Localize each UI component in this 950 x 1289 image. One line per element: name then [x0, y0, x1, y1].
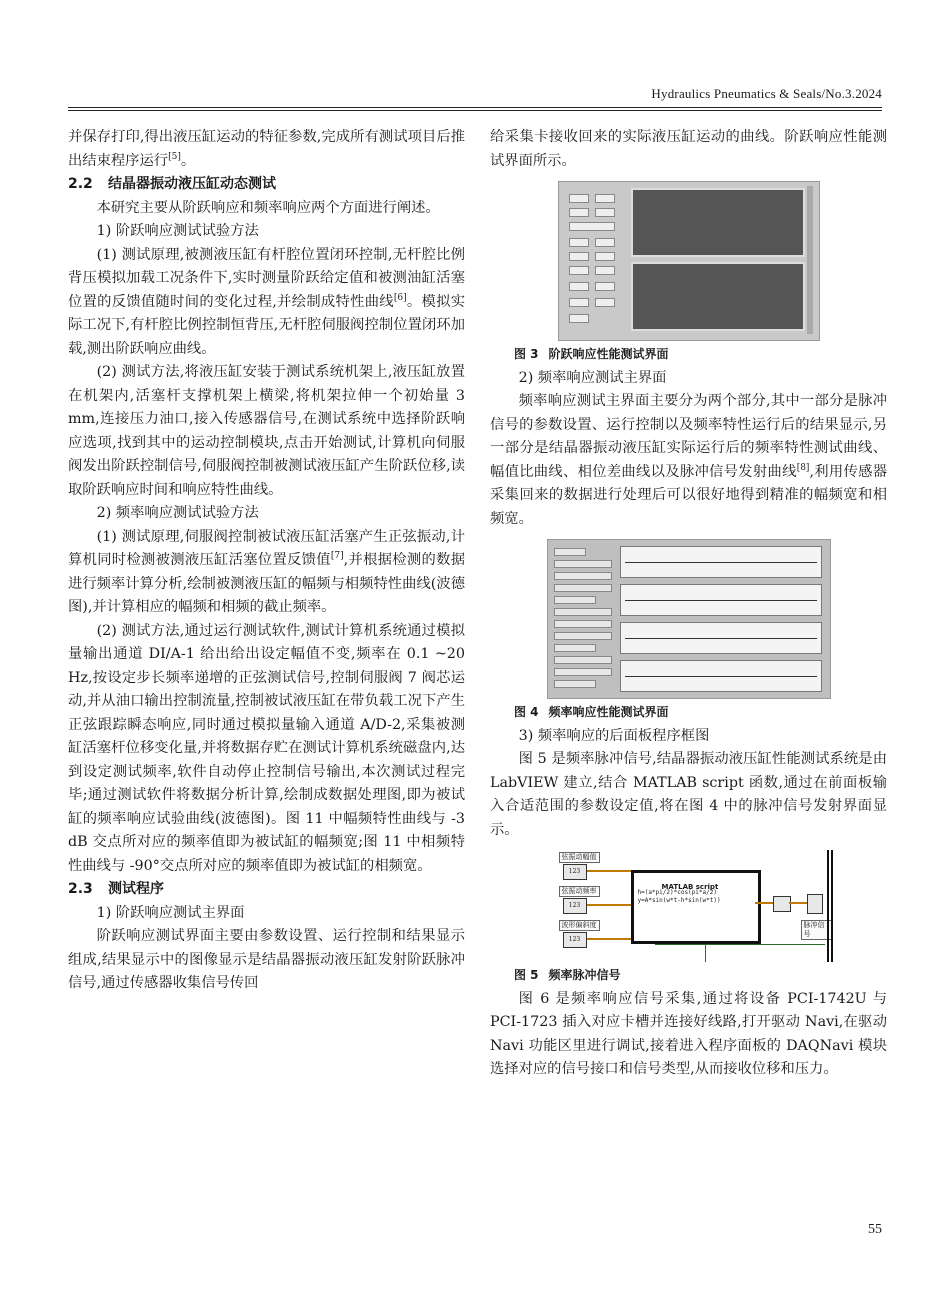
phase-difference-graph [620, 622, 822, 654]
paragraph: 图 6 是频率响应信号采集,通过将设备 PCI-1742U 与 PCI-1723 插入对应卡槽并连接好线路,打开驱动 Navi,在驱动 Navi 功能区里进行调试,接着进入程序面板的 DAQNavi 模块选择对应的信号接口和信号类型,从而接收位移和压力。 [490, 990, 887, 1077]
paragraph: (2) 测试方法,通过运行测试软件,测试计算机系统通过模拟量输出通道 DI/A-1 给出给出设定幅值不变,频率在 0.1 ~20 Hz,按设定步长频率递增的正弦测试信号,控制伺服阀 7 阀芯运动,并从油口输出控制流量,控制被试液压缸在带负载工况下产生正弦跟踪瞬态响应,同时通过模拟量输入通道 A/D-2,采集被测缸活塞杆位移变化量,并将数据存贮在测试计算机系统磁盘内,达到设定测试频率,软件自动停止控制信号输出,本次测试过程完毕;通过测试软件将数据分析计算,绘制成数据处理图,即为被试缸的频率响应试验曲线(波德图)。图 11 中幅频特性曲线与 -3 dB 交点所对应的频率值即为被试缸的幅频宽;图 11 中相频特性曲线与 -90°交点所对应的频率值即为被试缸的相频宽。 [68, 622, 465, 874]
step-plot-upper [631, 188, 805, 257]
subheading: 2) 频率响应测试主界面 [518, 369, 667, 386]
figure-3-caption: 图 3 阶跃响应性能测试界面 [514, 347, 669, 361]
figure-4 [490, 539, 887, 699]
section-heading-2-3: 2.3 测试程序 [68, 881, 164, 897]
paragraph: 本研究主要从阶跃响应和频率响应两个方面进行阐述。 [96, 199, 440, 216]
frequency-label: 弦振动频率 [559, 886, 600, 897]
section-heading-2-2: 2.2 结晶器振动液压缸动态测试 [68, 176, 276, 192]
paragraph: 图 5 是频率脉冲信号,结晶器振动液压缸性能测试系统是由 LabVIEW 建立,结合 MATLAB script 函数,通过在前面板输入合适范围的参数设定值,将在图 4 中的脉冲信号发射界面显示。 [490, 751, 887, 838]
subheading: 1) 阶跃响应测试主界面 [96, 904, 245, 921]
figure-4-caption: 图 4 频率响应性能测试界面 [514, 705, 669, 719]
page-number: 55 [868, 1222, 882, 1237]
phase-terminal: 123 [563, 932, 587, 948]
build-node [807, 894, 823, 914]
control-panel [554, 546, 614, 692]
conversion-node [773, 896, 791, 912]
step-plot-lower [631, 262, 805, 331]
pulse-signal-label: 脉冲信号 [801, 920, 833, 940]
subheading: 3) 频率响应的后面板程序框图 [518, 727, 710, 744]
matlab-script-node: MATLAB script h=(a*pi/2)*cos(pi*a/2) y=A*sin(w*t-h*sin(w*t)) [631, 870, 761, 944]
left-column [68, 126, 465, 996]
figure-5 [490, 850, 887, 962]
paragraph: 频率响应测试主界面主要分为两个部分,其中一部分是脉冲信号的参数设置、运行控制以及频率特性运行后的结果显示,另一部分是结晶器振动液压缸实际运行后的频率特性测试曲线、幅值比曲线、相位差曲线以及脉冲信号发射曲线[8],利用传感器采集回来的数据进行处理后可以很好地得到精准的幅频宽和相频宽。 [490, 393, 888, 527]
step-response-screenshot [558, 181, 820, 341]
paragraph: 并保存打印,得出液压缸运动的特征参数,完成所有测试项目后推出结束程序运行[5]。 [68, 129, 465, 169]
paragraph: (1) 测试原理,被测液压缸有杆腔位置闭环控制,无杆腔比例背压模拟加载工况条件下,实时测量阶跃给定值和被测油缸活塞位置的反馈值随时间的变化过程,并绘制成特性曲线[6]。模拟实际工况下,有杆腔比例控制恒背压,无杆腔伺服阀控制位置闭环加载,测出阶跃响应曲线。 [68, 246, 465, 357]
paragraph: 给采集卡接收回来的实际液压缸运动的曲线。阶跃响应性能测试界面所示。 [490, 129, 887, 169]
right-column [490, 126, 887, 1082]
phase-label: 波形偏斜度 [559, 920, 600, 931]
amplitude-ratio-graph [620, 584, 822, 616]
figure-3 [490, 181, 887, 341]
header-rule-double [68, 110, 882, 111]
header-rule [68, 107, 882, 108]
paragraph: (2) 测试方法,将液压缸安装于测试系统机架上,液压缸放置在机架内,活塞杆支撑机架上横梁,将机架拉伸一个初始量 3 mm,连接压力油口,接入传感器信号,在测试系统中选择阶跃响应选项,找到其中的运动控制模块,点击开始测试,计算机向伺服阀发出阶跃控制信号,伺服阀控制被测试液压缸产生阶跃位移,读取阶跃响应时间和响应特性曲线。 [68, 364, 465, 498]
labview-block-diagram [545, 850, 833, 962]
paragraph: 阶跃响应测试界面主要由参数设置、运行控制和结果显示组成,结果显示中的图像显示是结晶器振动液压缸发射阶跃脉冲信号,通过传感器收集信号传回 [68, 928, 465, 991]
figure-5-caption: 图 5 频率脉冲信号 [514, 968, 621, 982]
freq-curve-graph [620, 546, 822, 578]
pulse-signal-graph [620, 660, 822, 692]
subheading: 1) 阶跃响应测试试验方法 [96, 223, 259, 239]
frequency-response-screenshot [547, 539, 831, 699]
frequency-terminal: 123 [563, 898, 587, 914]
journal-header: Hydraulics Pneumatics & Seals/No.3.2024 [651, 86, 882, 101]
amplitude-label: 弦振动幅值 [559, 852, 600, 863]
subheading: 2) 频率响应测试试验方法 [96, 505, 259, 521]
parameter-panel [569, 190, 625, 330]
paragraph: (1) 测试原理,伺服阀控制被试液压缸活塞产生正弦振动,计算机同时检测被测液压缸活塞位置反馈值[7],并根据检测的数据进行频率计算分析,绘制被测液压缸的幅频与相频特性曲线(波德图),并计算相应的幅频和相频的截止频率。 [68, 528, 466, 615]
amplitude-terminal: 123 [563, 864, 587, 880]
